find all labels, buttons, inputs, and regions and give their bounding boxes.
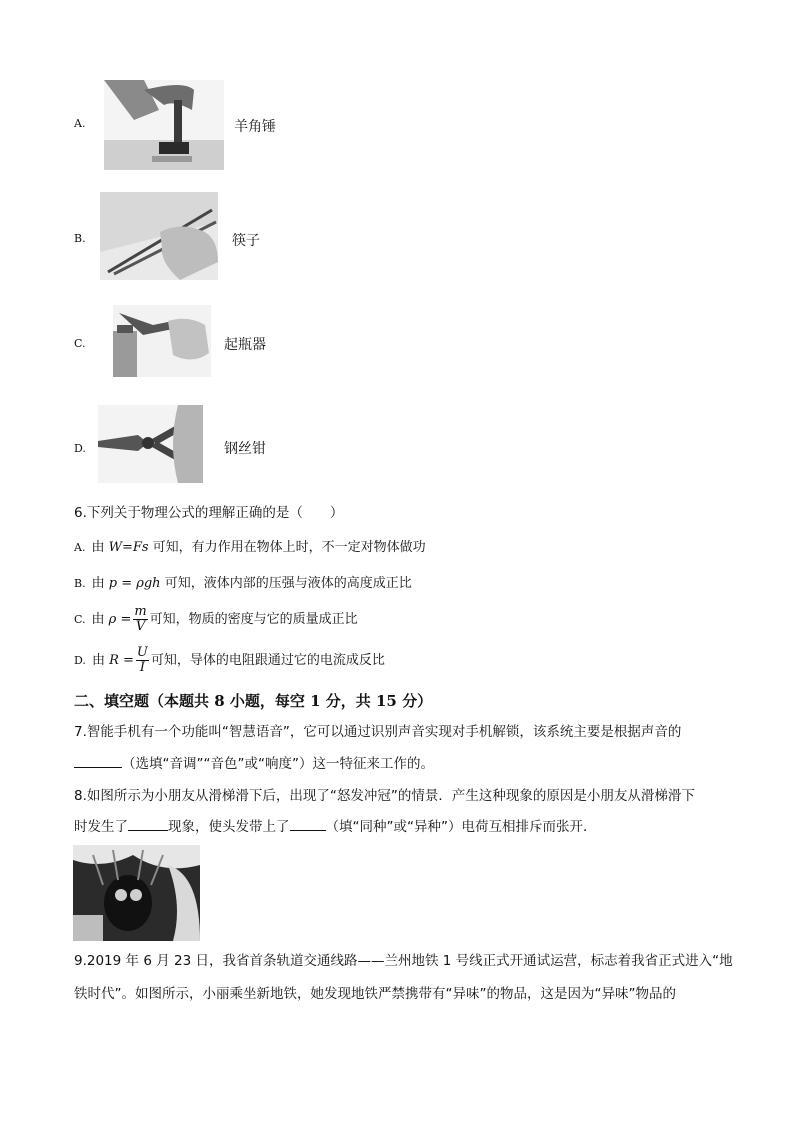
- q6-c-text: 可知，物质的密度与它的质量成正比: [149, 612, 358, 627]
- q6-d-lhs: R =: [109, 653, 134, 668]
- q6-option-c: [74, 605, 358, 634]
- option-c-letter: C.: [74, 337, 86, 350]
- q6-c-lhs: ρ =: [108, 612, 132, 627]
- option-a-label: 羊角锤: [234, 119, 276, 135]
- q6-d-text: 可知，导体的电阻跟通过它的电流成反比: [150, 653, 385, 668]
- q6-option-b: [74, 572, 412, 591]
- q6-d-numerator: U: [136, 645, 148, 660]
- q6-d-fraction: [136, 646, 149, 675]
- q6-d-denominator: I: [139, 660, 145, 675]
- q6-c-letter: C.: [74, 613, 86, 626]
- section-heading: 二、填空题（本题共 8 小题，每空 1 分，共 15 分）: [74, 692, 433, 710]
- option-d-letter: D.: [74, 442, 86, 455]
- q8-line1: 8.如图所示为小朋友从滑梯滑下后，出现了“怒发冲冠”的情景．产生这种现象的原因是小朋友从滑梯滑下: [74, 788, 695, 804]
- q6-a-pre: 由: [91, 540, 109, 555]
- q6-b-letter: B.: [74, 577, 86, 590]
- q6-a-letter: A.: [74, 541, 86, 554]
- q8-blank-1[interactable]: [128, 830, 168, 831]
- q8-blank-2[interactable]: [290, 830, 326, 831]
- pliers-photo: [98, 405, 203, 483]
- q9-line1: 9.2019 年 6 月 23 日，我省首条轨道交通线路——兰州地铁 1 号线正式开通试运营，标志着我省正式进入“地: [74, 953, 733, 969]
- q6-b-formula: p = ρgh: [108, 576, 161, 591]
- q6-b-text: 可知，液体内部的压强与液体的高度成正比: [160, 576, 412, 591]
- chopsticks-photo: [100, 192, 218, 280]
- q6-d-letter: D.: [74, 654, 86, 667]
- q6-a-text: 可知，有力作用在物体上时，不一定对物体做功: [148, 540, 426, 555]
- q6-c-denominator: V: [135, 619, 146, 634]
- option-c-label: 起瓶器: [224, 337, 266, 353]
- q6-option-d: [74, 646, 385, 675]
- q8-line2b: 现象，使头发带上了: [168, 819, 290, 835]
- q6-c-fraction: [133, 605, 147, 634]
- q6-b-pre: 由: [91, 576, 109, 591]
- q6-a-formula: W=Fs: [108, 540, 149, 555]
- q8-line2c: （填“同种”或“异种”）电荷互相排斥而张开．: [325, 819, 597, 835]
- q9-line2: 铁时代”。如图所示，小丽乘坐新地铁，她发现地铁严禁携带有“异味”的物品，这是因为“异味”物品的: [74, 986, 676, 1002]
- q7-line2-text: （选填“音调”“音色”或“响度”）这一特征来工作的。: [122, 756, 434, 772]
- q6-d-pre: 由: [91, 653, 110, 668]
- q7-blank[interactable]: [74, 767, 122, 768]
- option-b-letter: B.: [74, 232, 86, 245]
- q7-line1: 7.智能手机有一个功能叫“智慧语音”，它可以通过识别声音实现对手机解锁，该系统主要是根据声音的: [74, 724, 682, 740]
- q6-option-a: [74, 536, 426, 555]
- claw-hammer-photo: [104, 80, 224, 170]
- option-d-label: 钢丝钳: [224, 441, 266, 457]
- q7-line2: [74, 754, 434, 774]
- child-hair-photo: [73, 845, 200, 941]
- bottle-opener-photo: [113, 305, 211, 377]
- q8-line2a: 时发生了: [74, 819, 128, 835]
- q6-stem: 6.下列关于物理公式的理解正确的是（ ）: [74, 505, 344, 521]
- q8-line2: [74, 817, 596, 837]
- q6-c-numerator: m: [134, 604, 147, 619]
- option-a-letter: A.: [74, 117, 86, 130]
- q6-c-pre: 由: [91, 612, 109, 627]
- option-b-label: 筷子: [232, 233, 260, 249]
